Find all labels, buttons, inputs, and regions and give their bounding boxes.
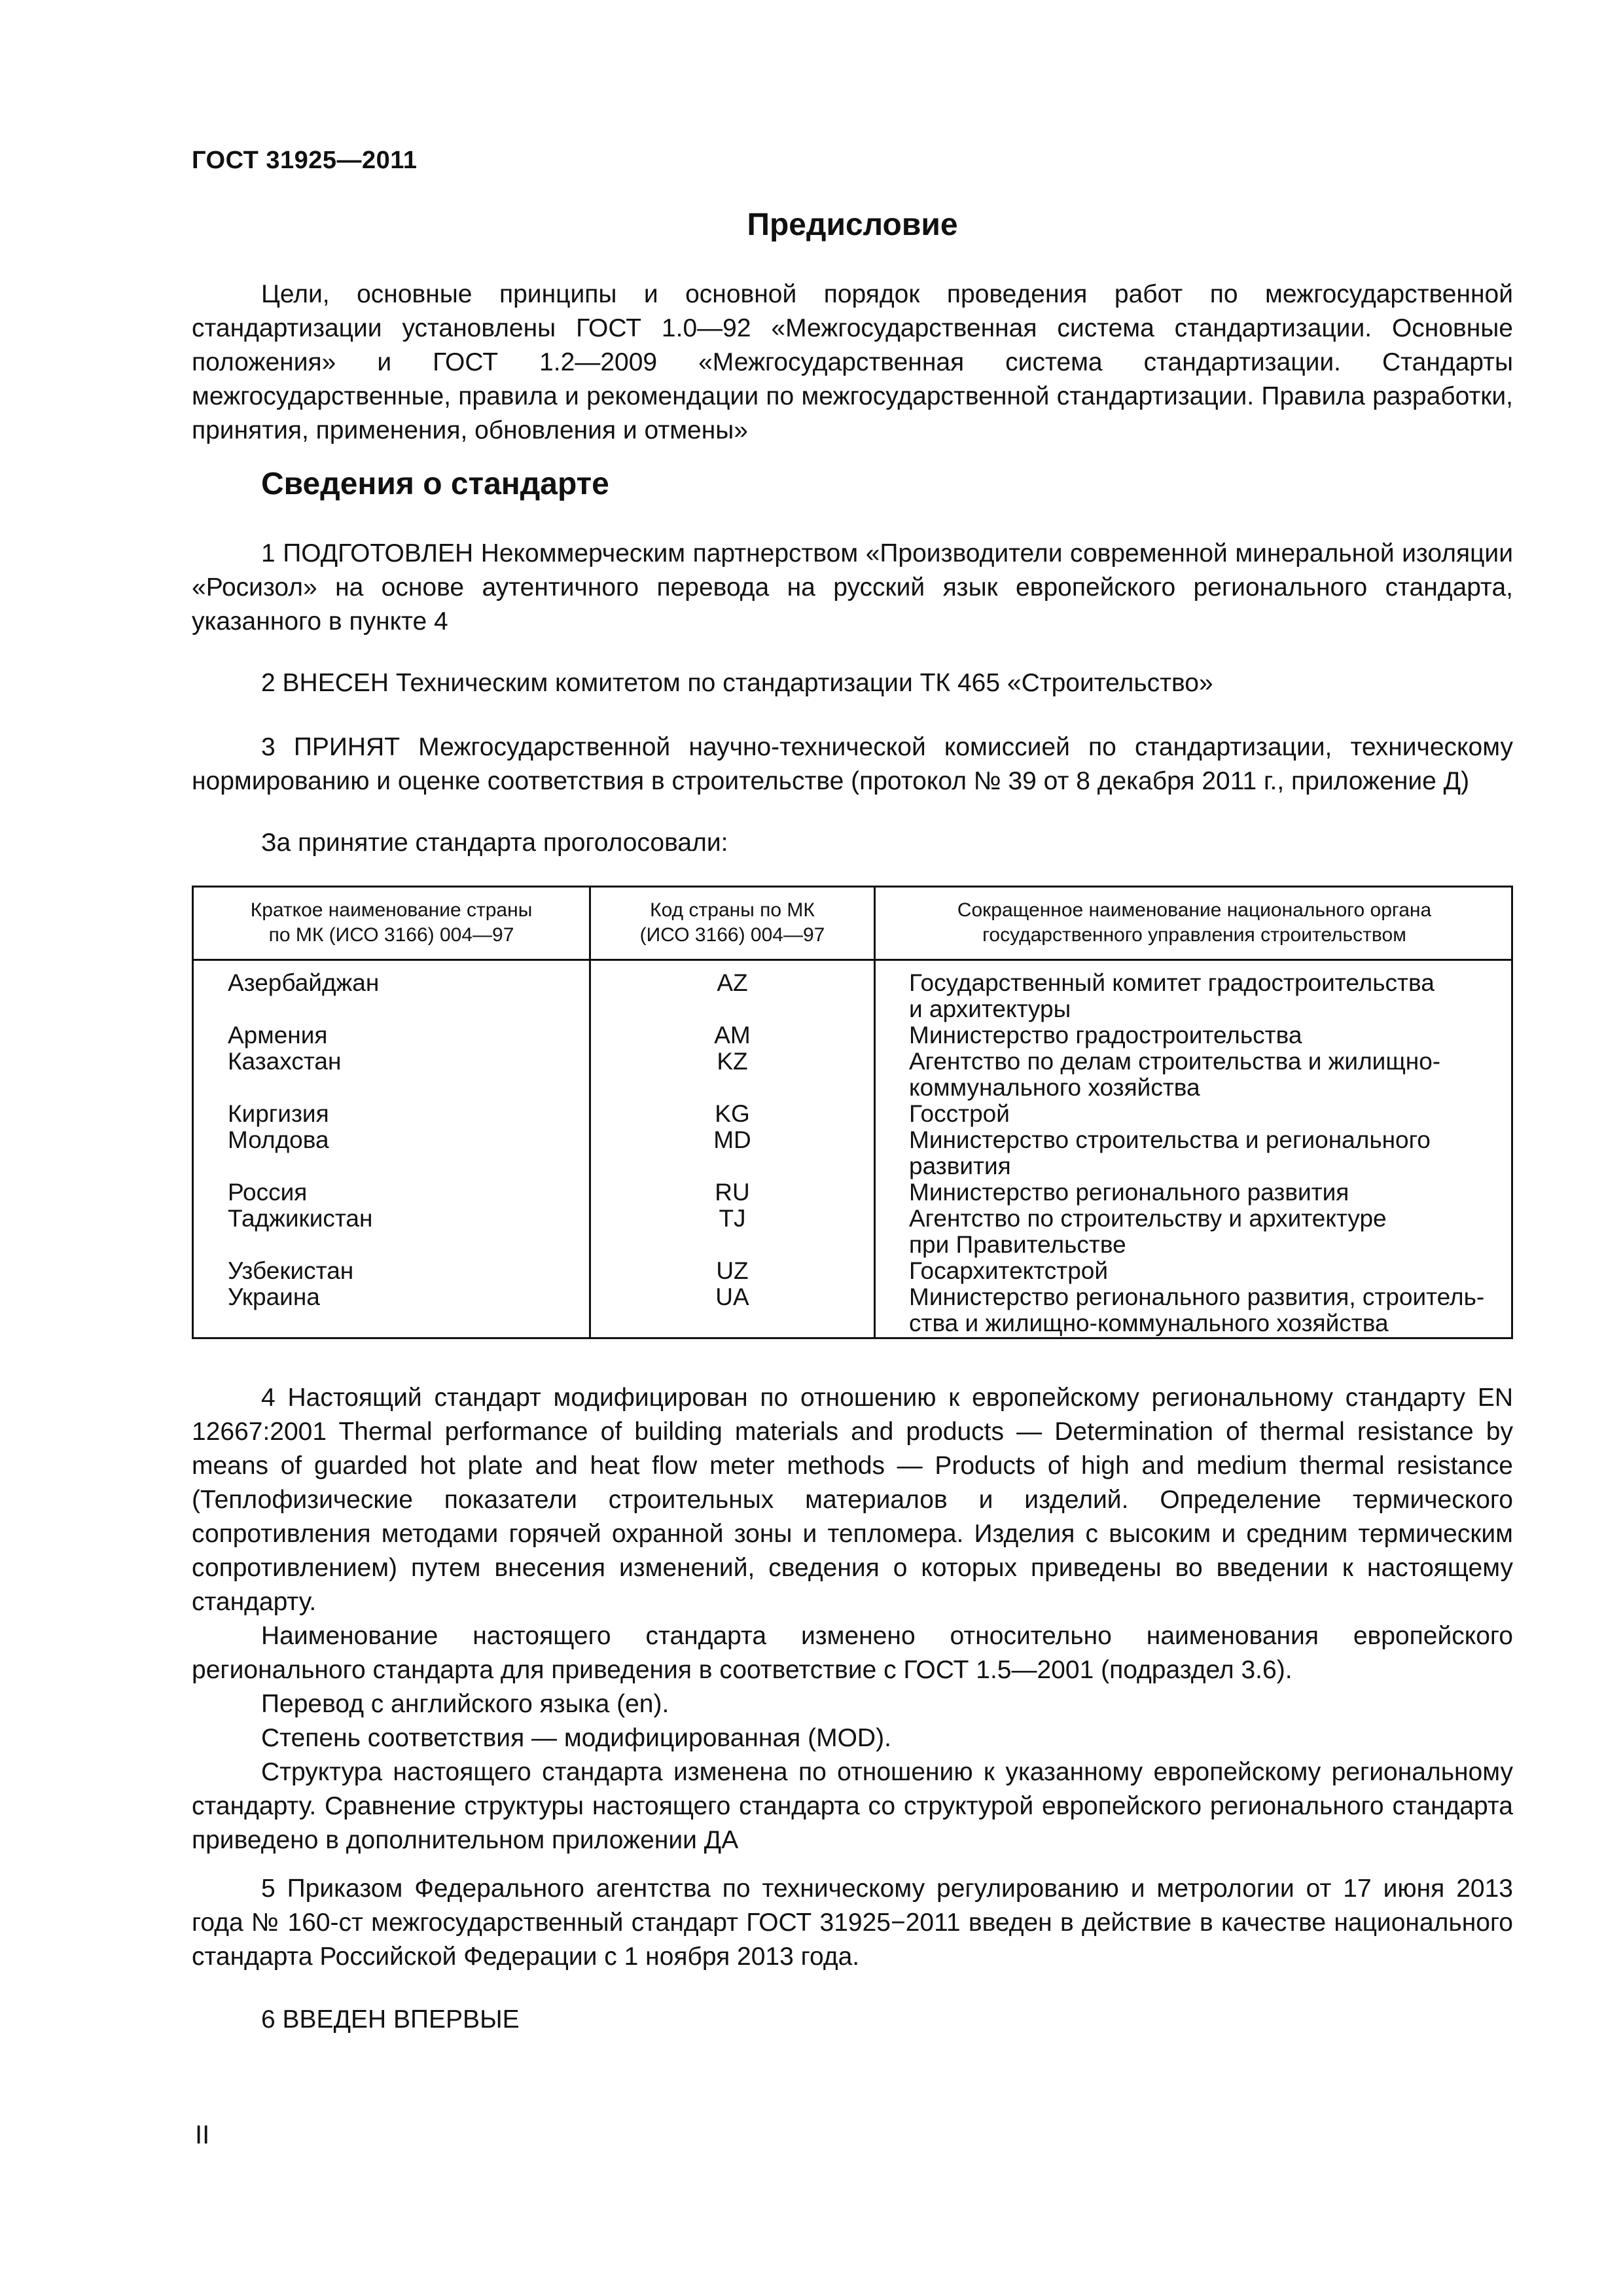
info-item-4-paragraph: Степень соответствия — модифицированная (MOD). [261, 1724, 891, 1752]
country-code: AM [714, 1022, 751, 1049]
info-item-1-text: 1 ПОДГОТОВЛЕН Некоммерческим партнерством «Производители современной минеральной изоляции «Росизол» на основе аутентичного перевода на русский язык европейского регионального стандарта, указанного в пункте 4 [192, 539, 1513, 636]
info-item-6 [192, 2003, 1513, 2037]
info-item-5 [192, 1872, 1513, 1974]
info-item-1 [192, 537, 1513, 639]
votes-intro [192, 826, 1513, 860]
country-code: TJ [719, 1205, 746, 1232]
authority-name: Агентство по делам строительства и жилищно- коммунального хозяйства [909, 1048, 1441, 1101]
country-name: Армения [228, 1022, 328, 1049]
country-name: Украина [228, 1283, 320, 1310]
info-item-4-paragraph: 4 Настоящий стандарт модифицирован по отношению к европейскому региональному стандарту EN 12667:2001 Thermal performance of building materials and products — Determination of thermal resistance by means of guarded hot plate and heat flow meter methods — Products of high and medium thermal resistance (Теплофизические показатели строительных материалов и изделий. Определение термического сопротивления методами горячей охранной зоны и тепломера. Изделия с высоким и средним термическим сопротивлением) путем внесения изменений, сведения о которых приведены во введении к настоящему стандарту. [192, 1384, 1513, 1616]
info-item-3 [192, 730, 1513, 798]
country-code: RU [715, 1179, 750, 1206]
country-name: Таджикистан [228, 1205, 373, 1232]
foreword-title: Предисловие [747, 207, 958, 242]
authority-name: Министерство строительства и регионального развития [909, 1126, 1431, 1179]
foreword-paragraph: Цели, основные принципы и основной порядок проведения работ по межгосударственной стандартизации установлены ГОСТ 1.0—92 «Межгосударственная система стандартизации. Основные положения» и ГОСТ 1.2—2009 «Межгосударственная система стандартизации. Стандарты межгосударственные, правила и рекомендации по межгосударственной стандартизации. Правила разработки, принятия, применения, обновления и отмены» [192, 280, 1513, 444]
info-item-3-text: 3 ПРИНЯТ Межгосударственной научно-технической комиссией по стандартизации, техническому нормированию и оценке соответствия в строительстве (протокол № 39 от 8 декабря 2011 г., приложение Д) [192, 733, 1513, 795]
country-code: UA [715, 1283, 749, 1310]
info-item-6-text: 6 ВВЕДЕН ВПЕРВЫЕ [261, 2005, 520, 2034]
country-code: AZ [717, 969, 748, 996]
country-name: Азербайджан [228, 969, 380, 996]
foreword-section [192, 278, 1513, 448]
country-code: KG [715, 1100, 750, 1127]
country-code: MD [713, 1126, 751, 1153]
authority-name: Министерство градостроительства [909, 1022, 1302, 1049]
info-item-2 [192, 666, 1513, 700]
info-item-4-paragraph: Структура настоящего стандарта изменена по отношению к указанному европейскому региональному стандарту. Сравнение структуры настоящего стандарта со структурой европейского регионального стандарта приведено в дополнительном приложении ДА [192, 1758, 1513, 1854]
authority-name: Министерство регионального развития [909, 1179, 1349, 1206]
table-header-divider [194, 959, 1511, 961]
country-name: Киргизия [228, 1100, 329, 1127]
info-item-4 [192, 1381, 1513, 1857]
document-code-header: ГОСТ 31925—2011 [192, 147, 418, 174]
page-number: II [195, 2121, 210, 2149]
country-name: Узбекистан [228, 1257, 354, 1284]
authority-name: Министерство регионального развития, строитель- ства и жилищно-коммунального хозяйства [909, 1283, 1485, 1336]
votes-table [192, 886, 1513, 1339]
authority-name: Госстрой [909, 1100, 1010, 1127]
table-header-country: Краткое наименование страны по МК (ИСО 3166) 004—97 [250, 899, 533, 946]
info-item-4-paragraph: Наименование настоящего стандарта изменено относительно наименования европейского регионального стандарта для приведения в соответствие с ГОСТ 1.5—2001 (подраздел 3.6). [192, 1622, 1513, 1684]
info-item-4-paragraph: Перевод с английского языка (en). [261, 1690, 669, 1718]
table-column-divider [874, 888, 876, 1337]
authority-name: Госархитектстрой [909, 1257, 1109, 1284]
authority-name: Государственный комитет градостроительства и архитектуры [909, 969, 1435, 1022]
info-item-5-text: 5 Приказом Федерального агентства по техническому регулированию и метрологии от 17 июня 2013 года № 160-ст межгосударственный стандарт ГОСТ 31925−2011 введен в действие в качестве национального стандарта Российской Федерации с 1 ноября 2013 года. [192, 1874, 1513, 1971]
votes-intro-text: За принятие стандарта проголосовали: [261, 829, 728, 857]
country-code: KZ [717, 1048, 748, 1075]
country-name: Россия [228, 1179, 308, 1206]
info-item-2-text: 2 ВНЕСЕН Техническим комитетом по стандартизации ТК 465 «Строительство» [261, 669, 1213, 697]
country-name: Молдова [228, 1126, 329, 1153]
authority-name: Агентство по строительству и архитектуре при Правительстве [909, 1205, 1387, 1258]
country-name: Казахстан [228, 1048, 342, 1075]
table-header-body: Сокращенное наименование национального органа государственного управления строительством [957, 899, 1432, 946]
standard-info-title: Сведения о стандарте [261, 467, 609, 501]
table-header-code: Код страны по МК (ИСО 3166) 004—97 [639, 899, 825, 946]
country-code: UZ [716, 1257, 749, 1284]
